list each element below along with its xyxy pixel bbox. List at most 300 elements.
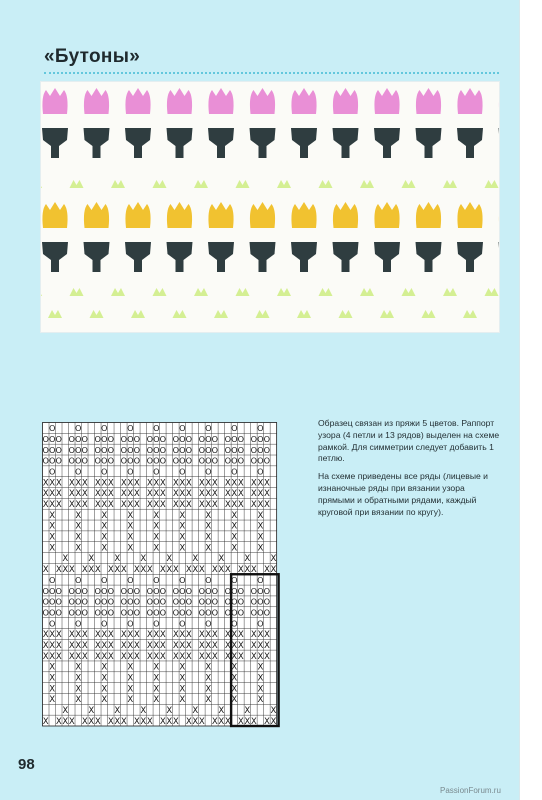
chart-symbol-o: O (75, 618, 82, 629)
chart-symbol-x: X (237, 630, 244, 641)
chart-symbol-x: X (211, 500, 218, 511)
chart-symbol-o: O (185, 455, 193, 466)
chart-symbol-o: O (68, 596, 75, 607)
chart-symbol-o: O (231, 574, 238, 585)
chart-symbol-o: O (49, 585, 56, 596)
chart-symbol-x: X (75, 662, 82, 673)
chart-symbol-o: O (55, 596, 62, 607)
chart-symbol-x: X (94, 630, 101, 641)
chart-symbol-x: X (263, 478, 270, 489)
chart-symbol-x: X (49, 510, 56, 521)
chart-symbol-x: X (101, 640, 108, 651)
chart-symbol-o: O (153, 466, 160, 477)
chart-symbol-x: X (120, 489, 127, 500)
chart-symbol-x: X (75, 521, 82, 532)
chart-symbol-x: X (49, 500, 56, 511)
chart-symbol-x: X (75, 532, 82, 543)
chart-symbol-o: O (107, 444, 115, 455)
chart-symbol-o: O (153, 596, 160, 607)
chart-symbol-o: O (205, 607, 212, 618)
chart-symbol-x: X (153, 500, 160, 511)
chart-symbol-o: O (81, 434, 89, 445)
chart-symbol-x: X (101, 478, 108, 489)
chart-symbol-o: O (257, 434, 264, 445)
chart-symbol-o: O (75, 444, 82, 455)
chart-symbol-x: X (270, 554, 277, 565)
chart-symbol-x: X (55, 651, 62, 662)
chart-symbol-o: O (107, 455, 115, 466)
chart-symbol-o: O (49, 618, 56, 629)
chart-symbol-o: O (120, 585, 128, 596)
chart-symbol-x: X (198, 500, 205, 511)
chart-symbol-x: X (198, 630, 205, 641)
chart-symbol-x: X (153, 662, 160, 673)
chart-symbol-x: X (62, 565, 69, 576)
chart-symbol-o: O (101, 455, 108, 466)
chart-symbol-x: X (185, 630, 192, 641)
pink-bud (208, 88, 233, 114)
chart-symbol-o: O (55, 434, 62, 445)
chart-symbol-o: O (237, 607, 245, 618)
chart-symbol-x: X (75, 695, 82, 706)
chart-symbol-o: O (94, 444, 102, 455)
chart-symbol-x: X (211, 630, 218, 641)
chart-symbol-o: O (127, 607, 134, 618)
chart-symbol-o: O (198, 585, 206, 596)
chart-symbol-x: X (153, 489, 160, 500)
chart-symbol-x: X (133, 716, 140, 727)
chart-symbol-o: O (185, 607, 193, 618)
chart-symbol-x: X (231, 684, 238, 695)
chart-symbol-o: O (68, 455, 75, 466)
chart-symbol-x: X (101, 532, 108, 543)
chart-symbol-x: X (179, 630, 186, 641)
chart-symbol-x: X (127, 478, 134, 489)
chart-symbol-o: O (211, 434, 219, 445)
chart-symbol-o: O (179, 455, 186, 466)
chart-symbol-o: O (94, 607, 102, 618)
chart-symbol-o: O (101, 585, 108, 596)
chart-symbol-o: O (101, 607, 108, 618)
chart-symbol-x: X (192, 716, 199, 727)
yellow-bud (208, 202, 233, 228)
chart-symbol-x: X (133, 565, 140, 576)
chart-symbol-o: O (211, 455, 219, 466)
chart-symbol-x: X (127, 500, 134, 511)
chart-symbol-o: O (231, 585, 238, 596)
chart-symbol-x: X (107, 630, 114, 641)
chart-symbol-x: X (250, 651, 257, 662)
chart-symbol-x: X (55, 565, 62, 576)
chart-symbol-x: X (49, 478, 56, 489)
chart-symbol-o: O (120, 607, 128, 618)
chart-symbol-o: O (133, 434, 141, 445)
chart-symbol-o: O (101, 618, 108, 629)
chart-symbol-x: X (179, 640, 186, 651)
chart-symbol-x: X (237, 716, 244, 727)
chart-symbol-x: X (185, 565, 192, 576)
chart-symbol-o: O (101, 423, 108, 434)
chart-symbol-o: O (198, 444, 206, 455)
chart-symbol-o: O (153, 455, 160, 466)
chart-symbol-o: O (127, 466, 134, 477)
chart-symbol-x: X (153, 651, 160, 662)
chart-symbol-x: X (107, 478, 114, 489)
chart-symbol-x: X (198, 651, 205, 662)
knitted-sample-image (41, 82, 499, 332)
chart-symbol-o: O (179, 466, 186, 477)
chart-symbol-x: X (94, 640, 101, 651)
chart-symbol-x: X (218, 705, 225, 716)
chart-symbol-x: X (257, 651, 264, 662)
yellow-bud (416, 202, 441, 228)
chart-symbol-x: X (133, 478, 140, 489)
chart-symbol-x: X (153, 684, 160, 695)
chart-symbol-x: X (257, 489, 264, 500)
chart-symbol-x: X (205, 500, 212, 511)
title-divider (44, 72, 499, 74)
chart-symbol-x: X (263, 565, 270, 576)
pink-bud (291, 88, 316, 114)
chart-symbol-o: O (107, 434, 115, 445)
chart-symbol-o: O (211, 596, 219, 607)
chart-symbol-x: X (120, 500, 127, 511)
chart-symbol-x: X (244, 554, 251, 565)
chart-symbol-o: O (146, 596, 154, 607)
chart-symbol-x: X (250, 478, 257, 489)
chart-symbol-o: O (198, 434, 206, 445)
chart-symbol-x: X (198, 489, 205, 500)
chart-symbol-o: O (231, 596, 238, 607)
chart-symbol-x: X (244, 565, 251, 576)
chart-symbol-x: X (81, 565, 88, 576)
chart-symbol-o: O (120, 596, 128, 607)
chart-symbol-o: O (55, 585, 62, 596)
chart-symbol-o: O (211, 607, 219, 618)
chart-symbol-x: X (140, 565, 147, 576)
chart-symbol-o: O (101, 466, 108, 477)
chart-symbol-o: O (250, 596, 258, 607)
chart-symbol-x: X (75, 684, 82, 695)
chart-symbol-x: X (127, 651, 134, 662)
chart-symbol-x: X (231, 489, 238, 500)
chart-symbol-x: X (257, 662, 264, 673)
chart-symbol-o: O (101, 434, 108, 445)
chart-symbol-o: O (127, 618, 134, 629)
chart-symbol-x: X (94, 716, 101, 727)
chart-symbol-o: O (153, 444, 160, 455)
chart-symbol-x: X (218, 554, 225, 565)
chart-symbol-x: X (75, 489, 82, 500)
chart-symbol-o: O (68, 444, 75, 455)
chart-symbol-x: X (198, 478, 205, 489)
chart-symbol-x: X (42, 630, 49, 641)
chart-symbol-o: O (231, 607, 238, 618)
chart-symbol-o: O (42, 444, 49, 455)
chart-symbol-o: O (94, 585, 102, 596)
chart-symbol-x: X (107, 651, 114, 662)
chart-symbol-o: O (250, 444, 258, 455)
chart-symbol-x: X (127, 673, 134, 684)
chart-symbol-x: X (166, 716, 173, 727)
chart-symbol-o: O (75, 466, 82, 477)
chart-symbol-o: O (205, 574, 212, 585)
chart-symbol-o: O (224, 585, 232, 596)
chart-symbol-x: X (205, 651, 212, 662)
chart-symbol-x: X (250, 500, 257, 511)
chart-symbol-x: X (224, 500, 231, 511)
chart-symbol-x: X (159, 565, 166, 576)
chart-symbol-x: X (205, 673, 212, 684)
chart-symbol-o: O (250, 434, 258, 445)
chart-symbol-o: O (224, 455, 232, 466)
chart-symbol-o: O (205, 596, 212, 607)
chart-symbol-x: X (120, 478, 127, 489)
chart-symbol-o: O (159, 585, 167, 596)
chart-symbol-o: O (146, 434, 154, 445)
yellow-bud (84, 202, 109, 228)
chart-symbol-x: X (218, 565, 225, 576)
chart-symbol-x: X (172, 489, 179, 500)
chart-symbol-o: O (94, 434, 102, 445)
chart-symbol-x: X (224, 478, 231, 489)
chart-symbol-x: X (237, 640, 244, 651)
chart-symbol-x: X (205, 521, 212, 532)
chart-symbol-x: X (179, 662, 186, 673)
chart-symbol-o: O (133, 596, 141, 607)
chart-symbol-x: X (153, 521, 160, 532)
chart-symbol-x: X (55, 640, 62, 651)
chart-symbol-x: X (244, 716, 251, 727)
chart-symbol-x: X (49, 489, 56, 500)
chart-symbol-o: O (257, 585, 264, 596)
chart-symbol-x: X (120, 640, 127, 651)
chart-symbol-o: O (101, 596, 108, 607)
chart-symbol-o: O (179, 618, 186, 629)
chart-symbol-o: O (42, 607, 49, 618)
chart-symbol-o: O (185, 444, 193, 455)
chart-symbol-x: X (231, 521, 238, 532)
chart-symbol-x: X (42, 478, 49, 489)
chart-symbol-o: O (224, 607, 232, 618)
chart-symbol-x: X (68, 716, 75, 727)
chart-symbol-x: X (107, 489, 114, 500)
chart-symbol-o: O (172, 455, 180, 466)
chart-symbol-o: O (75, 596, 82, 607)
chart-symbol-o: O (94, 596, 102, 607)
chart-symbol-x: X (218, 716, 225, 727)
chart-symbol-x: X (179, 651, 186, 662)
chart-symbol-o: O (179, 585, 186, 596)
chart-symbol-x: X (185, 651, 192, 662)
chart-symbol-x: X (94, 478, 101, 489)
chart-symbol-x: X (224, 716, 231, 727)
chart-symbol-x: X (127, 630, 134, 641)
chart-symbol-o: O (81, 607, 89, 618)
chart-symbol-o: O (198, 596, 206, 607)
chart-symbol-x: X (81, 716, 88, 727)
chart-symbol-o: O (146, 444, 154, 455)
chart-symbol-x: X (75, 673, 82, 684)
chart-symbol-x: X (211, 651, 218, 662)
chart-symbol-x: X (101, 695, 108, 706)
chart-symbol-o: O (146, 455, 154, 466)
chart-symbol-x: X (205, 684, 212, 695)
chart-symbol-x: X (231, 651, 238, 662)
chart-symbol-x: X (172, 630, 179, 641)
chart-symbol-x: X (198, 640, 205, 651)
chart-symbol-o: O (75, 455, 82, 466)
chart-symbol-x: X (68, 565, 75, 576)
chart-symbol-x: X (68, 630, 75, 641)
chart-symbol-x: X (127, 640, 134, 651)
chart-symbol-x: X (250, 640, 257, 651)
chart-symbol-x: X (88, 554, 95, 565)
chart-symbol-o: O (153, 585, 160, 596)
chart-symbol-o: O (101, 444, 108, 455)
chart-symbol-x: X (153, 478, 160, 489)
chart-symbol-o: O (237, 444, 245, 455)
chart-symbol-o: O (68, 434, 75, 445)
chart-symbol-o: O (224, 596, 232, 607)
chart-symbol-o: O (211, 444, 219, 455)
chart-symbol-o: O (75, 423, 82, 434)
chart-symbol-x: X (179, 532, 186, 543)
chart-symbol-x: X (153, 630, 160, 641)
chart-symbol-x: X (231, 543, 238, 554)
chart-symbol-x: X (114, 716, 121, 727)
chart-symbol-x: X (257, 500, 264, 511)
chart-symbol-x: X (81, 651, 88, 662)
chart-symbol-o: O (263, 596, 271, 607)
chart-symbol-x: X (55, 500, 62, 511)
chart-symbol-o: O (257, 574, 264, 585)
chart-symbol-x: X (101, 662, 108, 673)
chart-symbol-x: X (75, 640, 82, 651)
chart-symbol-x: X (179, 489, 186, 500)
chart-symbol-x: X (42, 489, 49, 500)
chart-symbol-x: X (270, 705, 277, 716)
chart-symbol-o: O (127, 574, 134, 585)
chart-symbol-x: X (127, 543, 134, 554)
chart-symbol-x: X (146, 630, 153, 641)
chart-symbol-x: X (133, 651, 140, 662)
chart-symbol-x: X (94, 565, 101, 576)
yellow-bud (167, 202, 192, 228)
chart-symbol-x: X (257, 510, 264, 521)
chart-symbol-o: O (127, 585, 134, 596)
chart-symbol-o: O (172, 607, 180, 618)
chart-symbol-o: O (263, 455, 271, 466)
knitting-chart (42, 422, 282, 732)
chart-symbol-x: X (88, 705, 95, 716)
chart-symbol-x: X (146, 651, 153, 662)
chart-symbol-o: O (120, 444, 128, 455)
chart-symbol-o: O (257, 444, 264, 455)
site-watermark: PassionForum.ru (440, 786, 501, 795)
chart-symbol-x: X (62, 554, 69, 565)
chart-symbol-o: O (257, 455, 264, 466)
chart-symbol-x: X (81, 640, 88, 651)
chart-symbol-x: X (172, 478, 179, 489)
chart-symbol-o: O (133, 585, 141, 596)
chart-symbol-x: X (231, 695, 238, 706)
chart-symbol-x: X (75, 510, 82, 521)
chart-symbol-x: X (133, 500, 140, 511)
chart-symbol-o: O (198, 455, 206, 466)
chart-symbol-x: X (55, 630, 62, 641)
chart-symbol-x: X (179, 500, 186, 511)
yellow-bud (42, 202, 67, 228)
pink-bud (84, 88, 109, 114)
chart-symbol-o: O (133, 444, 141, 455)
chart-symbol-x: X (179, 695, 186, 706)
chart-symbol-o: O (185, 596, 193, 607)
chart-symbol-x: X (205, 478, 212, 489)
chart-symbol-x: X (88, 565, 95, 576)
chart-symbol-o: O (42, 596, 49, 607)
chart-symbol-o: O (179, 596, 186, 607)
chart-symbol-x: X (127, 510, 134, 521)
chart-symbol-o: O (205, 434, 212, 445)
chart-symbol-o: O (257, 618, 264, 629)
chart-symbol-x: X (257, 695, 264, 706)
chart-symbol-o: O (205, 618, 212, 629)
pink-bud (167, 88, 192, 114)
chart-symbol-x: X (153, 532, 160, 543)
chart-symbol-o: O (172, 596, 180, 607)
chart-symbol-o: O (205, 585, 212, 596)
chart-symbol-x: X (263, 651, 270, 662)
chart-symbol-x: X (94, 651, 101, 662)
chart-symbol-x: X (237, 478, 244, 489)
chart-symbol-x: X (101, 521, 108, 532)
chart-symbol-x: X (42, 651, 49, 662)
chart-symbol-x: X (270, 565, 277, 576)
chart-symbol-x: X (146, 478, 153, 489)
chart-symbol-o: O (179, 607, 186, 618)
chart-symbol-o: O (179, 574, 186, 585)
chart-symbol-x: X (153, 640, 160, 651)
chart-symbol-o: O (159, 434, 167, 445)
chart-symbol-x: X (101, 489, 108, 500)
chart-symbol-o: O (205, 466, 212, 477)
chart-symbol-o: O (153, 574, 160, 585)
chart-symbol-x: X (192, 705, 199, 716)
chart-symbol-o: O (198, 607, 206, 618)
chart-symbol-x: X (75, 630, 82, 641)
chart-symbol-o: O (75, 434, 82, 445)
chart-symbol-x: X (237, 651, 244, 662)
chart-symbol-x: X (231, 500, 238, 511)
chart-symbol-o: O (172, 434, 180, 445)
chart-symbol-x: X (81, 478, 88, 489)
chart-symbol-x: X (257, 640, 264, 651)
chart-symbol-x: X (133, 640, 140, 651)
chart-symbol-x: X (205, 640, 212, 651)
chart-symbol-x: X (166, 554, 173, 565)
chart-symbol-x: X (257, 521, 264, 532)
chart-symbol-o: O (101, 574, 108, 585)
chart-symbol-o: O (146, 585, 154, 596)
chart-symbol-o: O (185, 585, 193, 596)
chart-symbol-o: O (263, 585, 271, 596)
chart-symbol-o: O (68, 607, 75, 618)
chart-symbol-o: O (211, 585, 219, 596)
page-edge (519, 0, 542, 800)
chart-symbol-o: O (49, 455, 56, 466)
chart-symbol-x: X (179, 510, 186, 521)
